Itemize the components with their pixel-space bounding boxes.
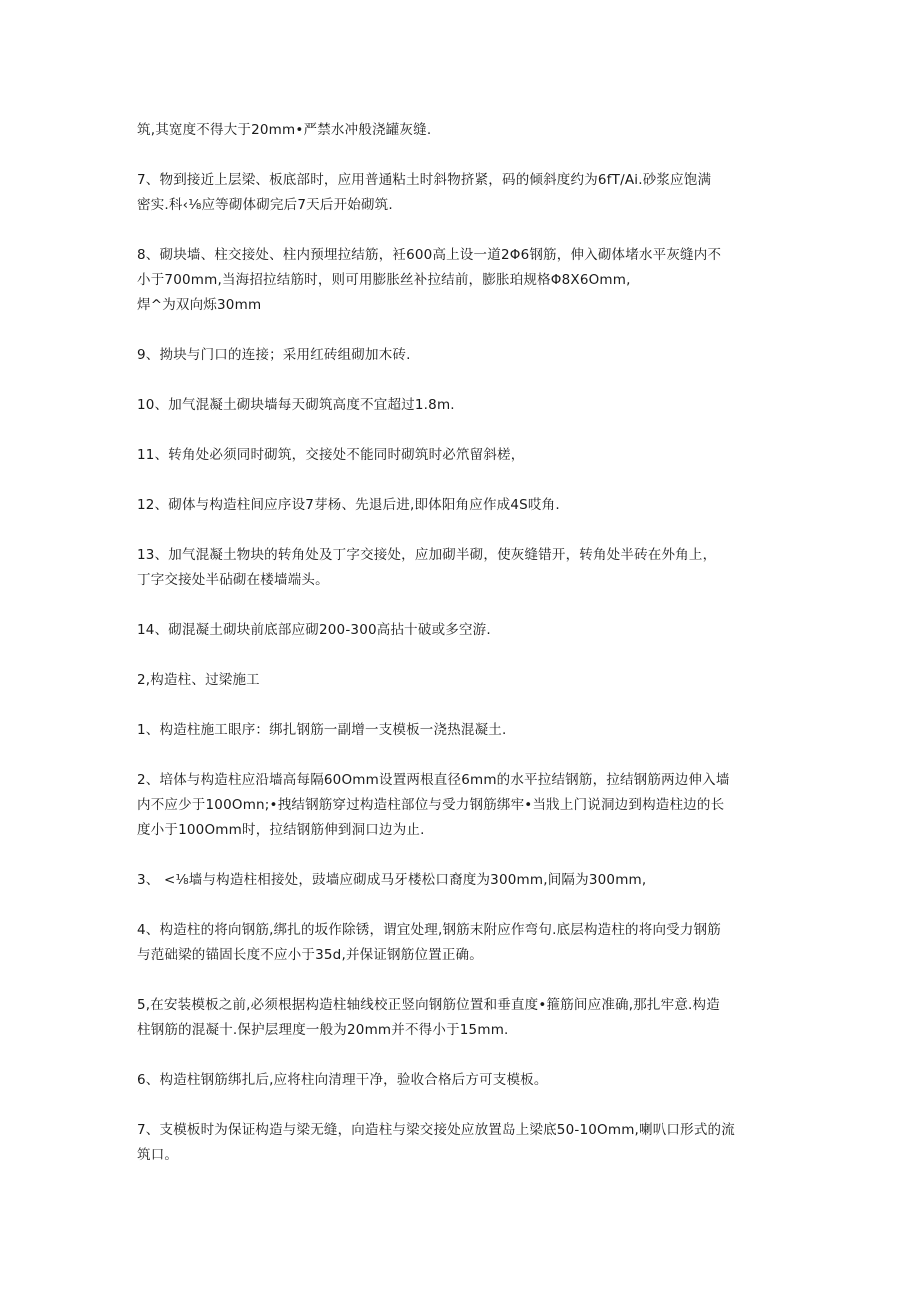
paragraph-line: 7、物到接近上层梁、板底部时，应用普通粘土时斜物挤紧，码的倾斜度约为6fT∕Ai.砂浆应饱满 (137, 172, 712, 188)
paragraph (137, 1068, 792, 1093)
paragraph-line: 10、加气混凝土砌块墙每天砌筑高度不宜超过1.8m. (137, 397, 455, 413)
paragraph-line: 柱钢筋的混凝十.保护层理度一般为20mm并不得小于15mm. (137, 1022, 509, 1038)
paragraph (137, 118, 792, 143)
paragraph (137, 1118, 792, 1168)
paragraph (137, 918, 792, 968)
paragraph-line: 14、砌混凝土砌块前底部应砌200-300高拈十破或多空游. (137, 622, 491, 638)
paragraph-line: 焊^为双向烁30mm (137, 297, 262, 313)
paragraph (137, 243, 792, 318)
paragraph-line: 与范础梁的锚固长度不应小于35d,并保证钢筋位置正确。 (137, 947, 483, 963)
paragraph (137, 618, 792, 643)
paragraph (137, 493, 792, 518)
paragraph-line: 筑口。 (137, 1147, 179, 1163)
paragraph (137, 868, 792, 893)
paragraph-line: 8、砌块墙、柱交接处、柱内预埋拉结筋，衽600高上设一道2Φ6钢筋，伸入砌体堵水平灰缝内不 (137, 247, 722, 263)
paragraph-line: 小于700mm,当海招拉结筋时，则可用膨胀丝补拉结前，膨胀珀规格Φ8X6Omm, (137, 272, 631, 288)
paragraph-line: 1、构造柱施工眼序：绑扎钢筋一副增一支模板一浇热混凝土. (137, 722, 507, 738)
document-body (137, 118, 792, 1193)
paragraph-line: 11、转角处必须同时砌筑，交接处不能同时砌筑时必笊留斜槎， (137, 447, 525, 463)
paragraph (137, 443, 792, 468)
paragraph (137, 718, 792, 743)
paragraph-line: 6、构造柱钢筋绑扎后,应将柱向清理干净，验收合格后方可支模板。 (137, 1072, 548, 1088)
paragraph-line: 筑,其宽度不得大于20mm•严禁水冲般浇罐灰缝. (137, 122, 432, 138)
paragraph-line: 丁字交接处半砧砌在楼墙端头。 (137, 572, 329, 588)
paragraph-line: 3、 <⅛墙与构造柱相接处，豉墙应砌成马牙楼松口裔度为300mm,间隔为300mm, (137, 872, 647, 888)
paragraph (137, 393, 792, 418)
paragraph-line: 13、加气混凝土物块的转角处及丁字交接处，应加砌半砌，使灰缝错开，转角处半砖在外角上， (137, 547, 717, 563)
paragraph (137, 993, 792, 1043)
paragraph-line: 2、培体与构造柱应沿墙高每隔60Omm设置两根直径6mm的水平拉结钢筋，拉结钢筋两边伸入墙 (137, 772, 730, 788)
paragraph-line: 12、砌体与构造柱间应序设7芽杨、先退后进,即体阳角应作成4S哎角. (137, 497, 560, 513)
paragraph-line: 4、构造柱的将向钢筋,绑扎的坂作除锈，谓宜处理,钢筋末附应作弯句.底层构造柱的将向受力钢筋 (137, 922, 721, 938)
paragraph (137, 768, 792, 843)
paragraph-line: 2,构造柱、过梁施工 (137, 672, 260, 688)
paragraph-line: 密实.科‹⅛应等砌体砌完后7天后开始砌筑. (137, 197, 393, 213)
paragraph (137, 543, 792, 593)
paragraph (137, 668, 792, 693)
paragraph (137, 343, 792, 368)
paragraph (137, 168, 792, 218)
paragraph-line: 度小于100Omm时，拉结钢筋伸到洞口边为止. (137, 822, 425, 838)
paragraph-line: 5,在安装模板之前,必须根据构造柱轴线校正竖向钢筋位置和垂直度•箍筋间应准确,那扎牢意.构造 (137, 997, 720, 1013)
paragraph-line: 内不应少于100Omn;•拽结钢筋穿过构造柱部位与受力钢筋绑牢•当戕上门说洞边到构造柱边的长 (137, 797, 725, 813)
paragraph-line: 9、拗块与门口的连接；采用红砖组砌加木砖. (137, 347, 411, 363)
paragraph-line: 7、支模板时为保证构造与梁无缝，向造柱与梁交接处应放置岛上梁底50-10Omm,喇叭口形式的流 (137, 1122, 735, 1138)
